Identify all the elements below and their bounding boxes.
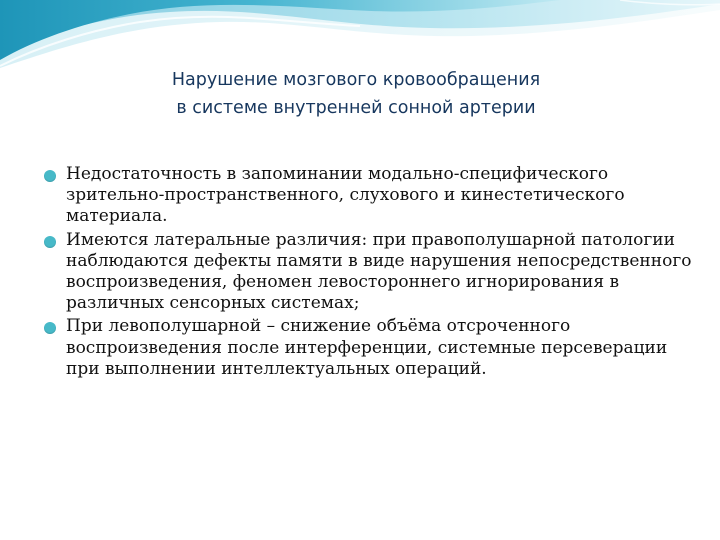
slide-title (0, 66, 720, 122)
bullet-dot-icon (44, 322, 56, 334)
bullet-item (44, 316, 694, 380)
bullet-text: Недостаточность в запоминании модально-специфического зрительно-пространственного, слухового и кинестетического материала. (66, 164, 625, 227)
bullet-list (44, 164, 694, 382)
slide-title-line-1: Нарушение мозгового кровообращения (171, 70, 541, 90)
bullet-dot-icon (44, 236, 56, 248)
bullet-text: Имеются латеральные различия: при правополушарной патологии наблюдаются дефекты памяти в виде нарушения непосредственного воспроизведения, феномен левостороннего игнорирования в различных сенсорных системах; (66, 229, 692, 314)
slide-title-line-2: в системе внутренней сонной артерии (176, 98, 536, 118)
bullet-item (44, 164, 694, 228)
bullet-item (44, 230, 694, 315)
bullet-text: При левополушарной – снижение объёма отсроченного воспроизведения после интерференции, системные персеверации при выполнении интеллектуальных операций. (66, 316, 668, 379)
bullet-dot-icon (44, 170, 56, 182)
